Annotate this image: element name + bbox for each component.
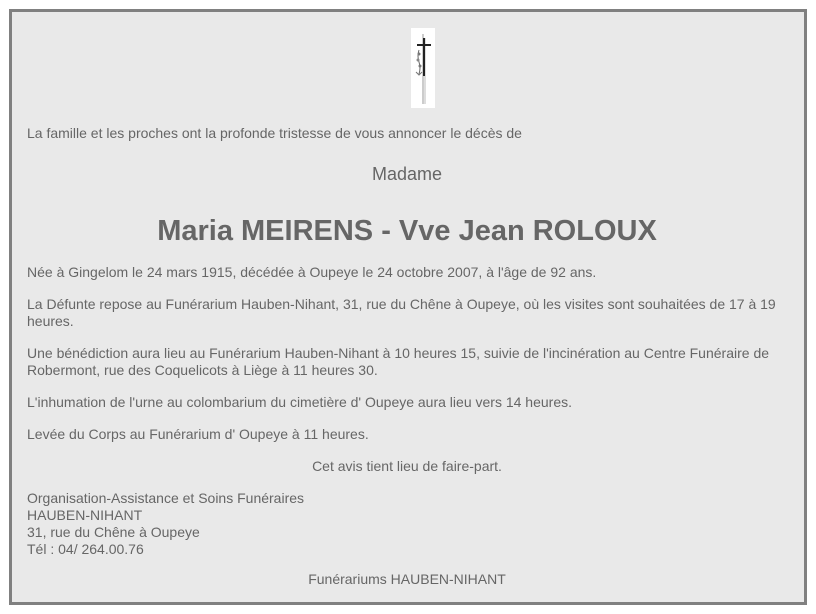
intro-text: La famille et les proches ont la profonde tristesse de vous annoncer le décès de [27,125,522,141]
ceremony-paragraph: Une bénédiction aura lieu au Funérarium Hauben-Nihant à 10 heures 15, suivie de l'incinération au Centre Funéraire de Robermont, rue des Coquelicots à Liège à 11 heures 30. [27,345,770,378]
organisation-address: 31, rue du Chêne à Oupeye [27,524,200,540]
cross-with-flowers-icon [411,28,435,108]
footer-text: Funérariums HAUBEN-NIHANT [308,571,506,587]
departure-paragraph: Levée du Corps au Funérarium d' Oupeye à 11 heures. [27,426,369,442]
organisation-line: Organisation-Assistance et Soins Funéraires [27,490,305,506]
visitation-paragraph: La Défunte repose au Funérarium Hauben-Nihant, 31, rue du Chêne à Oupeye, où les visites sont souhaitées de 17 à 19 heures. [27,296,776,329]
urn-paragraph: L'inhumation de l'urne au colombarium du cimetière d' Oupeye aura lieu vers 14 heures. [27,394,572,410]
death-notice-card [9,9,807,605]
birth-death-paragraph: Née à Gingelom le 24 mars 1915, décédée à Oupeye le 24 octobre 2007, à l'âge de 92 ans. [27,264,597,280]
organisation-phone: Tél : 04/ 264.00.76 [27,541,144,557]
deceased-name: Maria MEIRENS - Vve Jean ROLOUX [157,215,657,247]
salutation: Madame [371,164,443,184]
notice-text: Cet avis tient lieu de faire-part. [312,458,502,474]
organisation-block [27,490,787,558]
organisation-name: HAUBEN-NIHANT [27,507,143,523]
